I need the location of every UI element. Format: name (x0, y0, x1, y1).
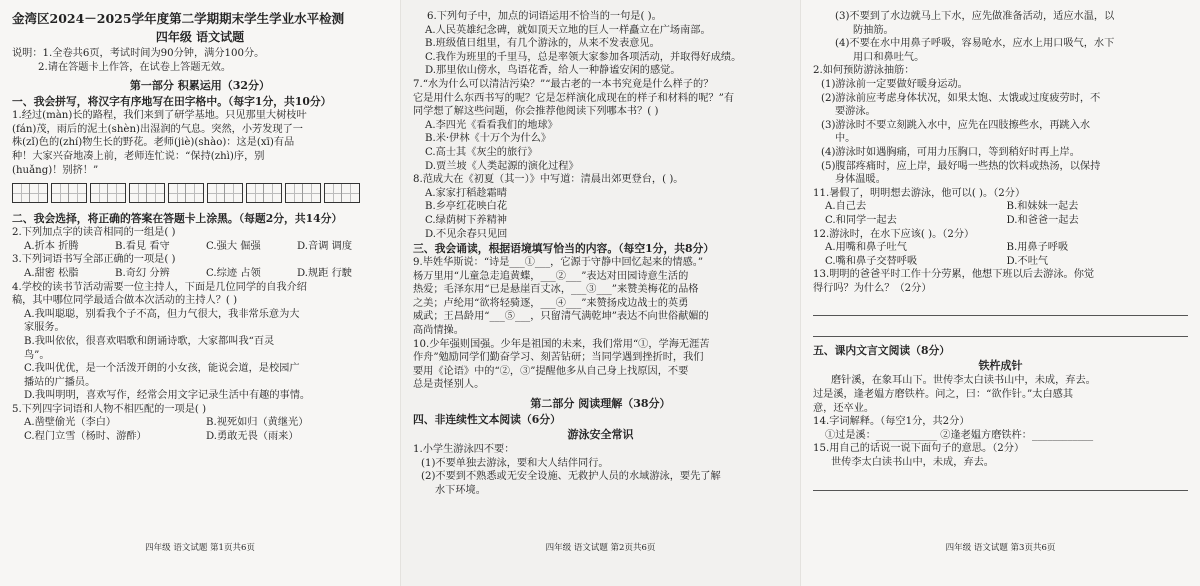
list-item: (2)游泳前应考虑身体状况，如果太饱、太饿或过度疲劳时，不 (821, 92, 1101, 104)
passage-line: 意，还卒业。 (813, 402, 875, 414)
reading-rule-2-cont: 水下环境。 (435, 484, 486, 496)
option-a[interactable]: A.折本 折腾 (24, 240, 79, 252)
option-d[interactable]: D.不吐气 (1006, 255, 1049, 267)
list-item: 要游泳。 (835, 106, 876, 118)
question-15: 15.用自己的话说一说下面句子的意思。（2分） (813, 443, 1025, 455)
question-13-cont: 得行吗？为什么？（2分） (813, 282, 932, 294)
passage-line: 种！大家兴奋地凑上前，老师连忙说：“保持(zhì)序，别 (12, 150, 265, 162)
exam-subtitle: 四年级 语文试题 (155, 30, 245, 44)
option-d[interactable]: D.和爸爸一起去 (1006, 214, 1079, 226)
section-3-heading: 三、我会诵读，根据语境填写恰当的内容。（每空1分，共8分） (413, 242, 715, 256)
option-d[interactable]: D.音调 调度 (297, 240, 353, 252)
question-5-options-row1 (12, 416, 388, 430)
list-item: (4)游泳时如遇胸痛，可用力压胸口，等到稍好时再上岸。 (821, 146, 1080, 158)
option-c[interactable]: C.和同学一起去 (825, 214, 897, 226)
option-b[interactable]: B.班级值日组里，有几个游泳的，从来不发表意见。 (425, 38, 660, 50)
section-4-heading: 四、非连续性文本阅读（6分） (413, 413, 561, 427)
question-8: 8.范成大在《初夏（其一）》中写道：清晨出郊更登台，( )。 (413, 174, 684, 186)
page-footer: 四年级 语文试题 第3页共6页 (945, 543, 1056, 554)
question-9 (413, 256, 788, 338)
option-d[interactable]: D.不见余春只见回 (425, 228, 508, 240)
question-line: 热爱；毛泽东用“已是悬崖百丈冰，___③___”来赞美梅花的品格 (413, 284, 699, 296)
question-line: 10.少年强则国强。少年是祖国的未来，我们常用“①，学海无涯苦 (413, 338, 710, 350)
option-b[interactable]: B.视死如归（黄继光） (206, 417, 309, 429)
option-d[interactable]: D.勇敢无畏（雨来） (206, 431, 299, 443)
list-item: (5)腹部疼痛时，应上岸，最好喝一些热的饮料或热汤，以保持 (821, 160, 1101, 172)
tianzige-box[interactable] (168, 183, 204, 203)
option-a[interactable]: A.李四光《看看我们的地球》 (425, 119, 558, 131)
option-a[interactable]: A.用嘴和鼻子吐气 (825, 242, 907, 254)
option-b[interactable]: B.看見 看守 (115, 240, 170, 252)
question-line: 要用《论语》中的“②，③”提醒他多从自己身上找原因，不要 (413, 365, 689, 377)
part-1-heading: 第一部分 积累运用（32分） (129, 79, 271, 93)
question-3: 3.下列词语书写全部正确的一项是( ) (12, 254, 176, 266)
question-line: 9.毕姓华斯说：“诗是___①___，它源于守静中回忆起来的情感。” (413, 257, 704, 269)
question-line: 作舟”勉励同学们勤奋学习、刻苦钻研；当同学遇到挫折时，我们 (413, 352, 704, 364)
option-a[interactable]: A.甜密 松脂 (24, 267, 79, 279)
reading-point-1: 1.小学生游泳四不要： (413, 444, 515, 456)
reading-rule-2: (2)不要到不熟悉或无安全设施、无救护人员的水域游泳，要先了解 (421, 471, 721, 483)
option-c[interactable]: C.我作为班里的千里马，总是率领大家参加各项活动，并取得好成绩。 (425, 51, 742, 63)
instruction-1: 说明：1.全卷共6页，考试时间为90分钟，满分100分。 (12, 48, 265, 59)
question-line: 同学想了解这些问题，你会推荐他阅读下列哪本书？( ) (413, 106, 659, 118)
question-7-options (413, 119, 788, 173)
reading-point-2-list (813, 78, 1188, 187)
question-11-options-row1 (813, 200, 1188, 214)
question-8-options (413, 187, 788, 241)
option-c[interactable]: C.绿荫树下养精神 (425, 214, 507, 226)
page-footer: 四年级 语文试题 第2页共6页 (545, 543, 656, 554)
option-c[interactable]: C.嘴和鼻子交替呼吸 (825, 255, 918, 267)
tianzige-box[interactable] (285, 183, 321, 203)
question-2: 2.下列加点字的读音相同的一组是( ) (12, 227, 176, 239)
section-5-heading: 五、课内文言文阅读（8分） (813, 344, 951, 358)
answer-line[interactable] (813, 299, 1188, 316)
list-item: (3)游泳时不要立刻跳入水中，应先在四肢擦些水，再跳入水 (821, 119, 1091, 131)
option-c[interactable]: C.强大 倔强 (206, 240, 261, 252)
tianzige-box[interactable] (51, 183, 87, 203)
option-c[interactable]: C.综迹 占领 (206, 267, 261, 279)
question-5: 5.下列四字词语和人物不相匹配的一项是( ) (12, 403, 207, 415)
option-b[interactable]: B.米·伊林《十万个为什么》 (425, 133, 552, 145)
list-item: (1)游泳前一定要做好暖身运动。 (821, 78, 968, 90)
tianzige-box[interactable] (207, 183, 243, 203)
passage-line: 过是溪，逢老媪方磨铁杵。问之，曰：“欲作针。”太白感其 (813, 389, 1074, 401)
passage-line: 株(zǐ)色的(zhí)物生长的野花。老师(jiè)(shào)：这是(xī)有品 (12, 137, 295, 149)
reading-rule-4: (4)不要在水中用鼻子呼吸，容易呛水，应水上用口吸气，水下 (835, 38, 1115, 50)
list-item: 中。 (835, 133, 856, 145)
question-3-options (12, 267, 388, 281)
question-line: 4.学校的读书节活动需要一位主持人，下面是几位同学的自我介绍 (12, 281, 307, 293)
option-a[interactable]: A.家家打稻趁霜晴 (425, 187, 507, 199)
option-b[interactable]: B.我叫依依，很喜欢唱歌和朗诵诗歌，大家都叫我“百灵 (24, 335, 275, 347)
option-d[interactable]: D.那里依山傍水，鸟语花香，给人一种静谧安闲的感觉。 (425, 65, 681, 77)
option-d[interactable]: D.我叫明明，喜欢写作，经常会用文字记录生活中有趣的事情。 (24, 390, 311, 402)
passage-line: (huǎng)！别挤！” (12, 164, 99, 176)
passage-line: 磨针溪，在象耳山下。世传李太白读书山中，未成，弃去。 (831, 375, 1096, 387)
reading-rule-3: (3)不要到了水边就马上下水，应先做准备活动，适应水温，以 (835, 11, 1115, 22)
question-line: 稿，其中哪位同学最适合做本次活动的主持人？( ) (12, 295, 238, 307)
tianzige-box[interactable] (129, 183, 165, 203)
question-4 (12, 281, 388, 403)
reading-rule-4-cont: 用口和鼻吐气。 (853, 51, 925, 63)
passage-line: 1.经过(màn)长的路程，我们来到了研学基地。只见那里大树枝叶 (12, 110, 307, 122)
exam-page-3 (800, 0, 1200, 586)
question-13: 13.明明的爸爸平时工作十分劳累，他想下班以后去游泳。你觉 (813, 269, 1095, 281)
classic-passage (813, 374, 1188, 415)
reading-rule-3-cont: 防抽筋。 (853, 24, 894, 36)
question-15-sentence: 世传李太白读书山中，未成，弃去。 (831, 457, 994, 469)
question-12-options-row2 (813, 255, 1188, 269)
question-11: 11.暑假了，明明想去游泳，他可以( )。（2分） (813, 187, 1026, 199)
exam-page-2 (400, 0, 800, 586)
option-a[interactable]: A.凿壁偷光（李白） (24, 417, 117, 429)
tianzige-box[interactable] (246, 183, 282, 203)
classic-title: 铁杵成针 (978, 359, 1023, 373)
option-d[interactable]: D.贾兰坡《人类起源的演化过程》 (425, 160, 579, 172)
exam-title: 金湾区2024－2025学年度第二学期期末学生学业水平检测 (12, 11, 345, 26)
question-6: 6.下列句子中，加点的词语运用不恰当的一句是( )。 (427, 11, 662, 22)
question-12-options-row1 (813, 241, 1188, 255)
option-c[interactable]: C.我叫优优，是一个活泼开朗的小女孩，能说会道，是校园广 (24, 363, 300, 375)
question-10 (413, 338, 788, 392)
question-12: 12.游泳时，在水下应该( )。（2分） (813, 228, 975, 240)
tianzige-box[interactable] (324, 183, 360, 203)
tianzige-box[interactable] (90, 183, 126, 203)
question-11-options-row2 (813, 214, 1188, 228)
option-b[interactable]: B.奇幻 分辨 (115, 267, 170, 279)
option-a[interactable]: A.人民英雄纪念碑，就如顶天立地的巨人一样矗立在广场南部。 (425, 24, 711, 36)
reading-title: 游泳安全常识 (567, 428, 634, 442)
question-5-options-row2 (12, 430, 388, 444)
section-1-heading: 一、我会拼写，将汉字有序地写在田字格中。（每字1分，共10分） (12, 95, 332, 109)
question-line: 总是责怪别人。 (413, 379, 485, 391)
question-line: 高尚情操。 (413, 325, 464, 337)
option-d[interactable]: D.规距 行駛 (297, 267, 353, 279)
question-7 (413, 78, 788, 119)
tianzige-box[interactable] (12, 183, 48, 203)
option-b[interactable]: B.乡亭红花映白花 (425, 201, 508, 213)
page-footer: 四年级 语文试题 第1页共6页 (145, 543, 255, 554)
section-2-heading: 二、我会选择，将正确的答案在答题卡上涂黑。（每题2分，共14分） (12, 212, 343, 226)
exam-page-1 (0, 0, 400, 586)
question-14-blanks[interactable]: ①过是溪：____________ ②逢老媪方磨铁杵：____________ (825, 429, 1094, 441)
option-b-cont: 鸟”。 (24, 349, 50, 361)
option-c[interactable]: C.程门立雪（杨时、游酢） (24, 431, 147, 443)
answer-line[interactable] (813, 474, 1188, 491)
question-line: 7.“水为什么可以清洁污染？”“最古老的一本书究竟是什么样子的？ (413, 78, 714, 90)
reading-rule-1: (1)不要单独去游泳，要和大人结伴同行。 (421, 457, 609, 469)
question-6-options (413, 24, 788, 78)
option-b[interactable]: B.和妹妹一起去 (1006, 201, 1079, 213)
part-2-heading: 第二部分 阅读理解（38分） (530, 397, 671, 411)
instruction-2: 2.请在答题卡上作答，在试卷上答题无效。 (38, 61, 232, 73)
reading-point-2: 2.如何预防游泳抽筋： (813, 65, 915, 77)
question-line: 杨万里用“儿童急走追黄蝶，___②___”表达对田园诗意生活的 (413, 270, 689, 282)
option-c-cont: 播站的广播员。 (24, 376, 96, 388)
writing-grid (12, 183, 388, 203)
option-c[interactable]: C.高士其《灰尘的旅行》 (425, 146, 538, 158)
answer-line[interactable] (813, 320, 1188, 337)
section-1-passage (12, 109, 388, 177)
list-item: 身体温暖。 (835, 174, 886, 186)
option-a[interactable]: A.自己去 (825, 201, 867, 213)
option-a[interactable]: A.我叫聪聪，别看我个子不高，但力气很大，我非常乐意为大 (24, 308, 300, 320)
question-line: 之美；卢纶用“欲将轻骑逐，___④___”来赞扬戍边战士的英勇 (413, 297, 689, 309)
question-line: 威武；王昌龄用“___⑤___，只留清气满乾坤”表达不向世俗献媚的 (413, 311, 709, 323)
option-a-cont: 家服务。 (24, 322, 65, 334)
question-14: 14.字词解释。（每空1分，共2分） (813, 416, 970, 428)
passage-line: (fán)茂，雨后的泥土(shèn)出湿润的气息。突然，小芳发现了一 (12, 123, 303, 135)
question-2-options (12, 240, 388, 254)
question-line: 它是用什么东西书写的呢？它是怎样演化成现在的样子和材料的呢？”有 (413, 92, 735, 104)
option-b[interactable]: B.用鼻子呼吸 (1006, 242, 1069, 254)
